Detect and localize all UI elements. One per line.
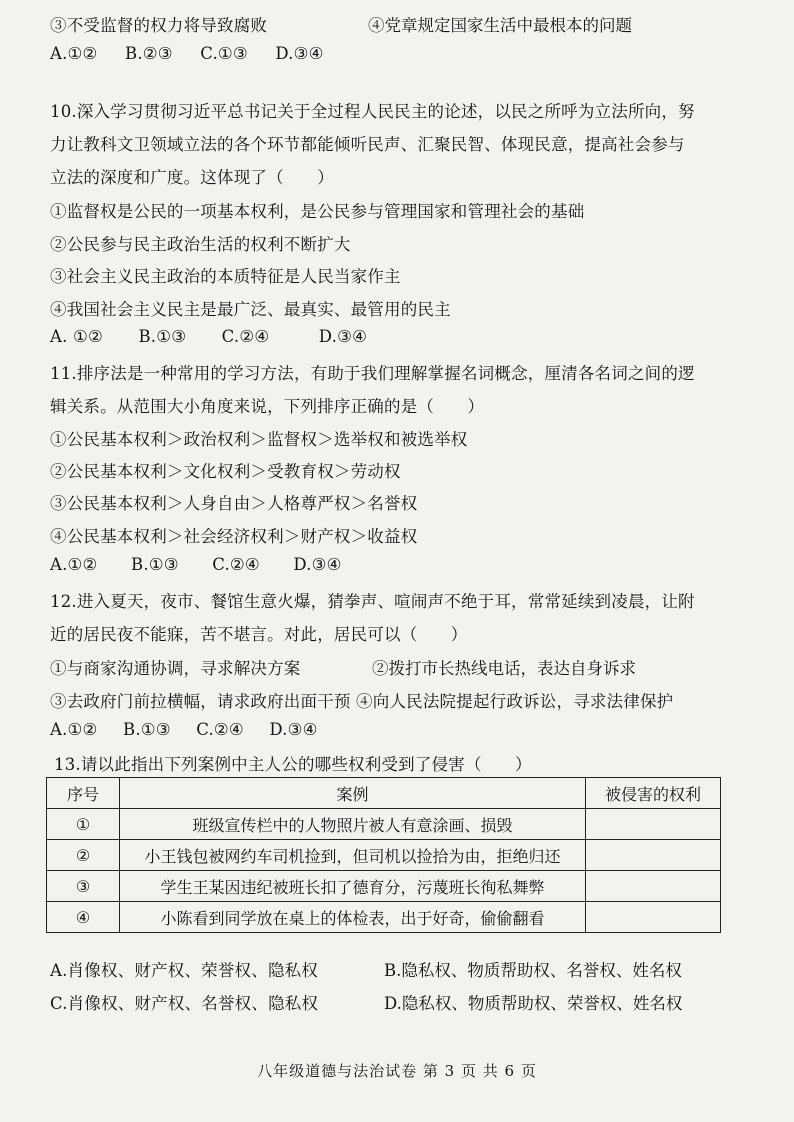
table-row [47,840,721,871]
q10-item: ④我国社会主义民主是最广泛、最真实、最管用的民主 [50,300,451,319]
table-cell-no: ① [47,809,120,840]
q12-option-b[interactable]: B.①③ [123,720,171,739]
q11-stem-line: 11.排序法是一种常用的学习方法，有助于我们理解掌握名词概念，厘清各名词之间的逻 [50,364,695,383]
q11-item: ④公民基本权利＞社会经济权利＞财产权＞收益权 [50,527,418,546]
q13-case-table [46,777,721,933]
table-header-cell: 被侵害的权利 [586,778,721,809]
q10-stem-line: 力让教科文卫领域立法的各个环节都能倾听民声、汇聚民智、体现民意，提高社会参与 [50,135,685,154]
q12-stem-line: 12.进入夏天，夜市、餐馆生意火爆，猜拳声、喧闹声不绝于耳，常常延续到凌晨，让附 [50,592,695,611]
table-cell-case: 小陈看到同学放在桌上的体检表，出于好奇，偷偷翻看 [120,902,586,933]
q13-option-b[interactable]: B.隐私权、物质帮助权、名誉权、姓名权 [384,961,682,980]
table-cell-right[interactable] [586,902,721,933]
q12-item34: ③去政府门前拉横幅，请求政府出面干预 ④向人民法院提起行政诉讼，寻求法律保护 [50,692,674,711]
table-cell-case: 小王钱包被网约车司机捡到，但司机以捡拾为由，拒绝归还 [120,840,586,871]
q10-item: ②公民参与民主政治生活的权利不断扩大 [50,235,351,254]
q10-stem-line: 立法的深度和广度。这体现了（ ） [50,168,334,187]
table-header-row [47,778,721,809]
q11-item: ②公民基本权利＞文化权利＞受教育权＞劳动权 [50,462,401,481]
table-header-cell: 序号 [47,778,120,809]
q11-item: ①公民基本权利＞政治权利＞监督权＞选举权和被选举权 [50,430,468,449]
q10-item: ③社会主义民主政治的本质特征是人民当家作主 [50,267,401,286]
q12-item2: ②拨打市长热线电话，表达自身诉求 [372,659,636,678]
table-cell-right[interactable] [586,840,721,871]
table-row [47,902,721,933]
table-cell-case: 学生王某因违纪被班长扣了德育分，污蔑班长徇私舞弊 [120,871,586,902]
q11-option-c[interactable]: C.②④ [212,555,260,574]
q12-option-c[interactable]: C.②④ [196,720,244,739]
q13-option-d[interactable]: D.隐私权、物质帮助权、荣誉权、姓名权 [384,994,683,1013]
q9-item3: ③不受监督的权力将导致腐败 [50,16,268,35]
q11-item: ③公民基本权利＞人身自由＞人格尊严权＞名誉权 [50,494,418,513]
q9-item4: ④党章规定国家生活中最根本的问题 [368,16,632,35]
table-cell-no: ④ [47,902,120,933]
q13-option-c[interactable]: C.肖像权、财产权、名誉权、隐私权 [50,994,319,1013]
q12-item1: ①与商家沟通协调，寻求解决方案 [50,659,301,678]
page-footer: 八年级道德与法治试卷 第 3 页 共 6 页 [257,1062,537,1080]
q12-option-d[interactable]: D.③④ [269,720,318,739]
table-cell-right[interactable] [586,871,721,902]
q11-options [50,555,364,574]
q10-option-d[interactable]: D.③④ [318,327,368,346]
q11-option-a[interactable]: A.①② [50,555,98,574]
q12-options [50,720,340,739]
q11-option-b[interactable]: B.①③ [131,555,179,574]
table-row [47,871,721,902]
q9-option-b[interactable]: B.②③ [125,44,173,63]
q10-option-a[interactable]: A. ①② [50,327,103,346]
table-cell-no: ③ [47,871,120,902]
q10-options [50,327,389,346]
q11-stem-line: 辑关系。从范围大小角度来说，下列排序正确的是（ ） [50,397,485,416]
q9-option-d[interactable]: D.③④ [275,44,324,63]
q9-option-c[interactable]: C.①③ [200,44,248,63]
q9-options [50,44,346,63]
table-cell-case: 班级宣传栏中的人物照片被人有意涂画、损毁 [120,809,586,840]
q11-option-d[interactable]: D.③④ [293,555,342,574]
table-row [47,809,721,840]
q10-stem-line: 10.深入学习贯彻习近平总书记关于全过程人民民主的论述，以民之所呼为立法所向，努 [50,102,695,121]
q13-option-a[interactable]: A.肖像权、财产权、荣誉权、隐私权 [50,961,319,980]
q10-option-b[interactable]: B.①③ [138,327,187,346]
q12-option-a[interactable]: A.①② [50,720,98,739]
table-cell-right[interactable] [586,809,721,840]
table-cell-no: ② [47,840,120,871]
q10-item: ①监督权是公民的一项基本权利，是公民参与管理国家和管理社会的基础 [50,202,585,221]
q12-stem-line: 近的居民夜不能寐，苦不堪言。对此，居民可以（ ） [50,625,468,644]
q13-stem: 13.请以此指出下列案例中主人公的哪些权利受到了侵害（ ） [54,755,532,774]
table-header-cell: 案例 [120,778,586,809]
q10-option-c[interactable]: C.②④ [221,327,270,346]
q9-option-a[interactable]: A.①② [50,44,98,63]
